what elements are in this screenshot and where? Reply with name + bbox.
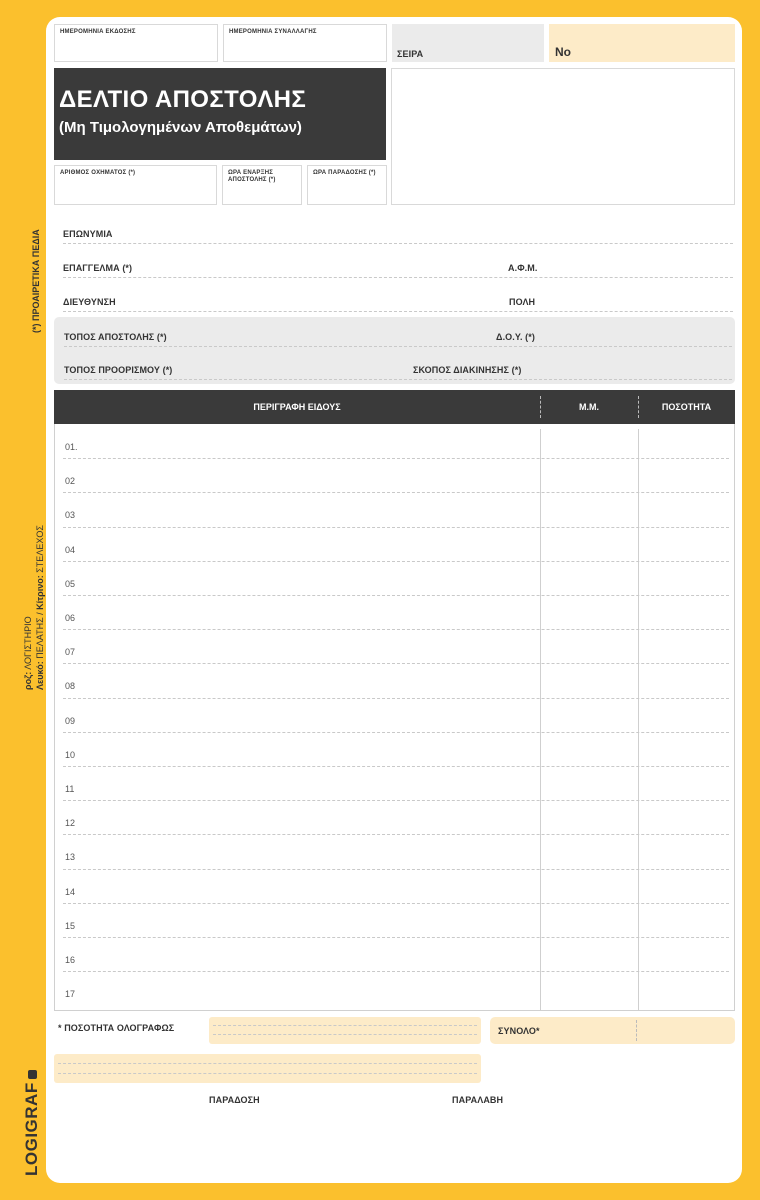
row-number: 10 xyxy=(65,749,76,760)
series-field[interactable] xyxy=(392,24,544,62)
series-label: ΣΕΙΡΑ xyxy=(397,49,424,59)
table-row[interactable] xyxy=(55,459,734,493)
quantity-words-field-2[interactable] xyxy=(54,1054,481,1083)
number-label: No xyxy=(555,45,571,59)
issue-date-field[interactable] xyxy=(54,24,218,62)
row-number: 15 xyxy=(65,920,76,931)
quantity-words-label: * ΠΟΣΟΤΗΤΑ ΟΛΟΓΡΑΦΩΣ xyxy=(58,1023,175,1033)
transport-details-box xyxy=(54,317,735,384)
vat-label: Α.Φ.Μ. xyxy=(508,263,538,273)
table-header xyxy=(54,390,735,424)
table-row[interactable] xyxy=(55,904,734,938)
vehicle-number-label: ΑΡΙΘΜΟΣ ΟΧΗΜΑΤΟΣ (*) xyxy=(60,170,136,176)
destination-label: ΤΟΠΟΣ ΠΡΟΟΡΙΣΜΟΥ (*) xyxy=(64,365,173,375)
optional-fields-note: (*) ΠΡΟΑΙΡΕΤΙΚΑ ΠΕΔΙΑ xyxy=(31,229,41,333)
table-row[interactable] xyxy=(55,664,734,698)
row-number: 06 xyxy=(65,613,76,623)
row-number: 16 xyxy=(65,955,76,965)
address-line[interactable] xyxy=(63,311,733,312)
transaction-date-label: ΗΜΕΡΟΜΗΝΙΑ ΣΥΝΑΛΛΑΓΗΣ xyxy=(229,29,317,35)
transaction-date-field[interactable] xyxy=(223,24,387,62)
delivery-note-form xyxy=(46,17,742,1183)
tax-office-label: Δ.Ο.Υ. (*) xyxy=(496,332,535,342)
column-description: ΠΕΡΙΓΡΑΦΗ ΕΙΔΟΥΣ xyxy=(253,402,341,412)
total-divider xyxy=(636,1020,637,1041)
row-number: 13 xyxy=(65,852,76,863)
row-number: 17 xyxy=(65,989,76,1000)
profession-line[interactable] xyxy=(63,277,733,278)
table-row[interactable] xyxy=(55,596,734,630)
row-number: 12 xyxy=(65,818,76,829)
name-line[interactable] xyxy=(63,243,733,244)
table-row[interactable] xyxy=(55,562,734,596)
table-row[interactable] xyxy=(55,493,734,527)
table-row[interactable] xyxy=(55,528,734,562)
field-guide-line xyxy=(58,1073,477,1074)
row-number: 02 xyxy=(65,476,76,487)
brand-logo: LOGIGRAF xyxy=(22,1070,42,1176)
issue-date-label: ΗΜΕΡΟΜΗΝΙΑ ΕΚΔΟΣΗΣ xyxy=(60,29,136,35)
number-field[interactable] xyxy=(549,24,735,62)
table-row[interactable] xyxy=(55,699,734,733)
table-row[interactable] xyxy=(55,425,734,459)
copies-legend: ροζ: ΛΟΓΙΣΤΗΡΙΟ Λευκό: ΠΕΛΑΤΗΣ / Κίτρινο: ΣΤΕΛΕΧΟΣ xyxy=(23,525,45,690)
city-label: ΠΟΛΗ xyxy=(509,297,536,307)
row-number: 05 xyxy=(65,578,76,589)
document-title: ΔΕΛΤΙΟ ΑΠΟΣΤΟΛΗΣ xyxy=(59,86,307,113)
delivery-time-field[interactable] xyxy=(307,165,387,205)
name-label: ΕΠΩΝΥΜΙΑ xyxy=(63,229,113,239)
address-label: ΔΙΕΥΘΥΝΣΗ xyxy=(63,297,116,307)
document-title-block xyxy=(54,68,386,160)
quantity-words-field-1[interactable] xyxy=(209,1017,481,1044)
delivery-signature-label: ΠΑΡΑΔΟΣΗ xyxy=(209,1095,260,1105)
row-number: 14 xyxy=(65,886,76,897)
table-row[interactable] xyxy=(55,870,734,904)
row-number: 09 xyxy=(65,715,76,726)
total-field[interactable] xyxy=(490,1017,735,1044)
field-guide-line xyxy=(213,1034,477,1035)
row-number: 01. xyxy=(65,442,78,452)
receipt-signature-label: ΠΑΡΑΛΑΒΗ xyxy=(452,1095,504,1105)
issuer-details-box[interactable] xyxy=(391,68,735,205)
profession-label: ΕΠΑΓΓΕΛΜΑ (*) xyxy=(63,263,133,273)
start-time-field[interactable] xyxy=(222,165,302,205)
field-guide-line xyxy=(58,1063,477,1064)
dispatch-place-label: ΤΟΠΟΣ ΑΠΟΣΤΟΛΗΣ (*) xyxy=(64,332,167,342)
start-time-label: ΩΡΑ ΕΝΑΡΞΗΣ ΑΠΟΣΤΟΛΗΣ (*) xyxy=(228,170,276,183)
document-subtitle: (Μη Τιμολογημένων Αποθεμάτων) xyxy=(59,119,302,136)
column-quantity: ΠΟΣΟΤΗΤΑ xyxy=(661,402,712,412)
purpose-label: ΣΚΟΠΟΣ ΔΙΑΚΙΝΗΣΗΣ (*) xyxy=(413,365,522,375)
row-number: 08 xyxy=(65,681,76,692)
table-row[interactable] xyxy=(55,630,734,664)
destination-line[interactable] xyxy=(64,379,732,380)
table-row[interactable] xyxy=(55,733,734,767)
row-number: 11 xyxy=(65,784,75,794)
table-row[interactable] xyxy=(55,972,734,1006)
row-number: 04 xyxy=(65,544,76,555)
table-row[interactable] xyxy=(55,801,734,835)
vehicle-number-field[interactable] xyxy=(54,165,217,205)
table-row[interactable] xyxy=(55,835,734,869)
table-row[interactable] xyxy=(55,938,734,972)
row-number: 07 xyxy=(65,647,76,658)
table-row[interactable] xyxy=(55,767,734,801)
items-table xyxy=(54,390,735,1011)
row-number: 03 xyxy=(65,510,76,521)
column-unit: Μ.Μ. xyxy=(579,402,599,412)
total-label: ΣΥΝΟΛΟ* xyxy=(498,1026,540,1036)
logo-mark-icon xyxy=(28,1070,37,1079)
dispatch-place-line[interactable] xyxy=(64,346,732,347)
field-guide-line xyxy=(213,1025,477,1026)
delivery-time-label: ΩΡΑ ΠΑΡΑΔΟΣΗΣ (*) xyxy=(313,170,376,176)
